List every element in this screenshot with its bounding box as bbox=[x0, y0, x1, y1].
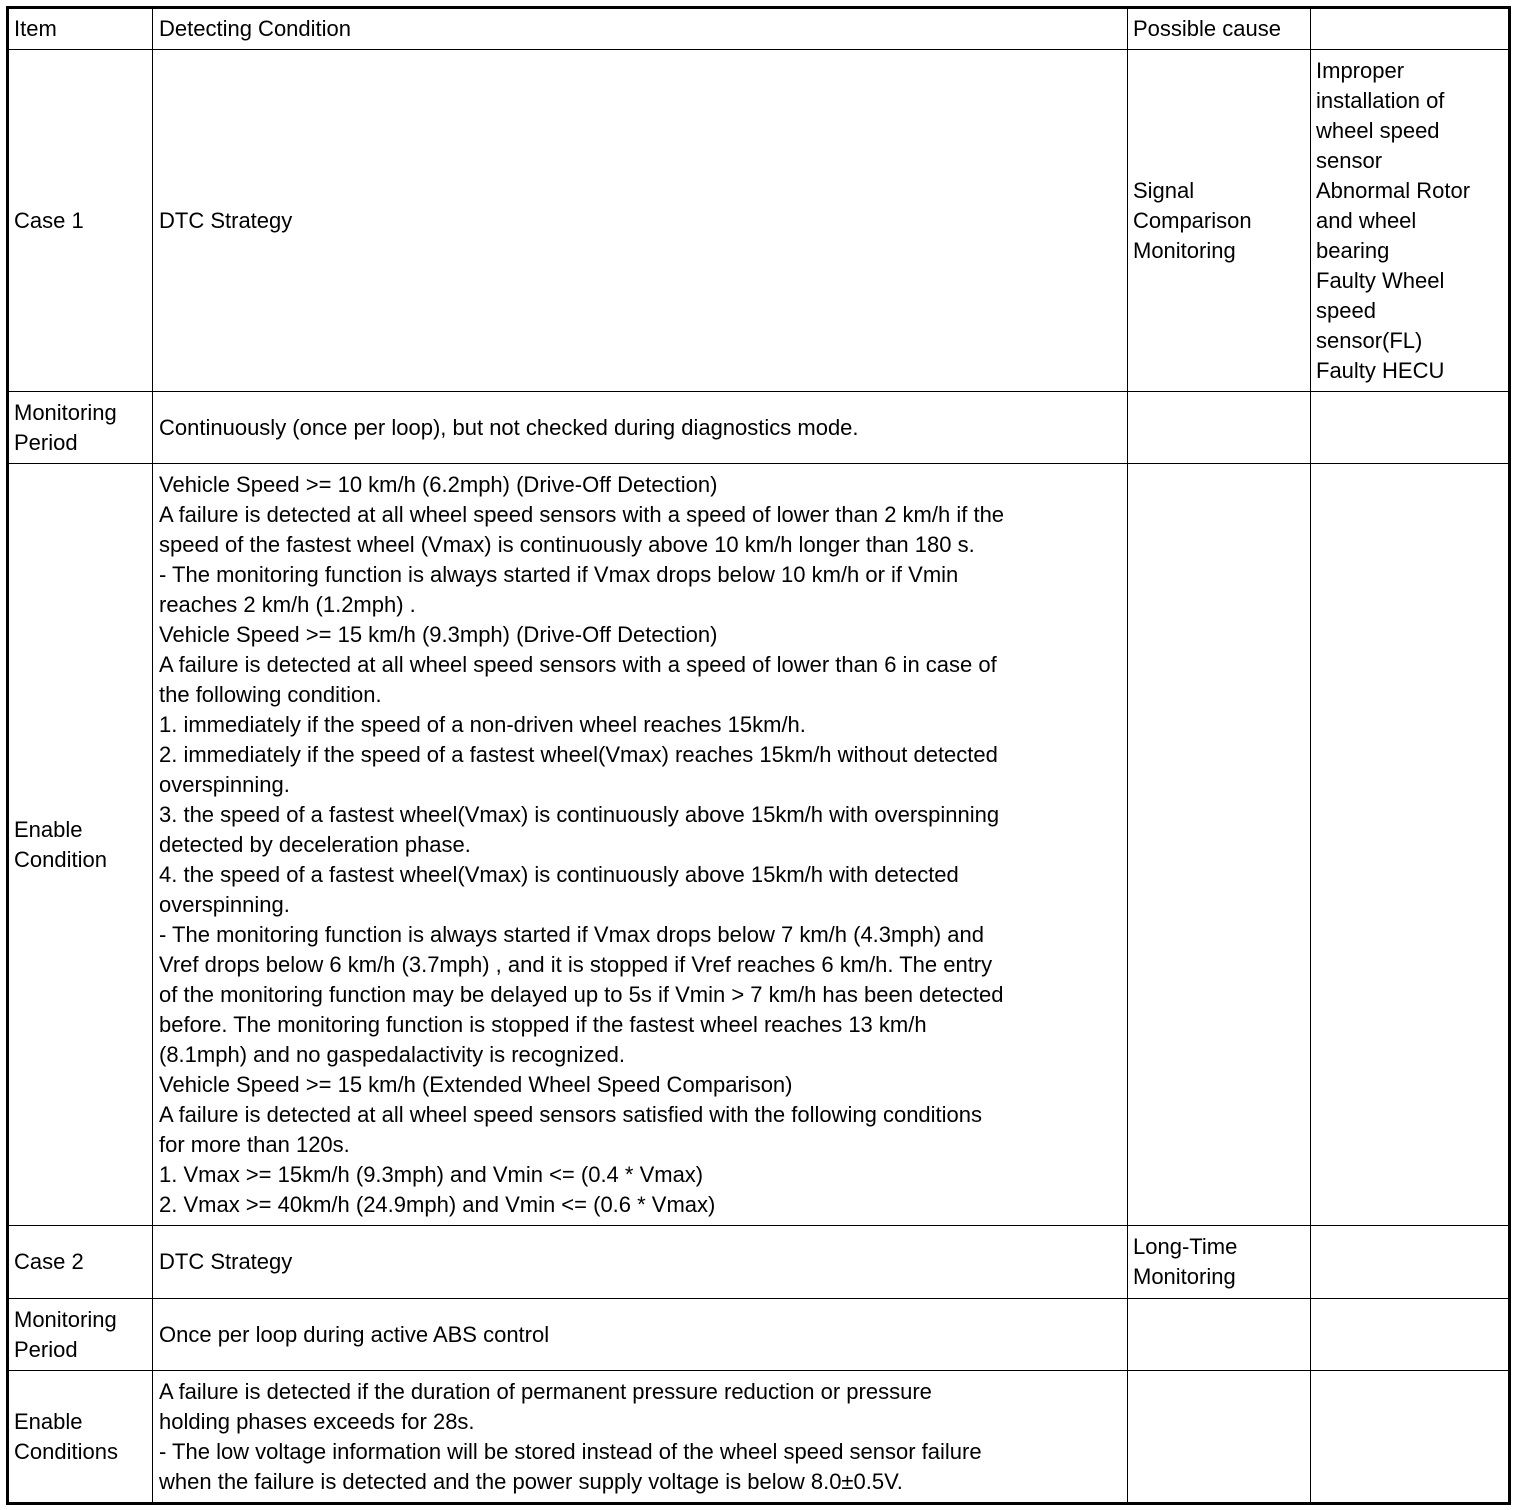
possible-cause-cell bbox=[1128, 50, 1311, 392]
cell-text-line: A failure is detected if the duration of permanent pressure reduction or pressure bbox=[159, 1378, 932, 1404]
cell-text-line: Continuously (once per loop), but not checked during diagnostics mode. bbox=[159, 414, 859, 440]
cell-text-line: Enable bbox=[14, 816, 83, 842]
header-fourth-column bbox=[1311, 8, 1510, 50]
cell-text-line: DTC Strategy bbox=[159, 207, 293, 233]
cell-text-line: Faulty Wheel bbox=[1316, 267, 1445, 293]
fourth-column-cell bbox=[1311, 1226, 1510, 1299]
cell-text-line: overspinning. bbox=[159, 771, 290, 797]
cell-text-line: wheel speed bbox=[1316, 117, 1440, 143]
possible-cause-cell bbox=[1128, 464, 1311, 1226]
cell-text-line: 2. immediately if the speed of a fastest wheel(Vmax) reaches 15km/h without detected bbox=[159, 741, 998, 767]
cell-text-line: Improper bbox=[1316, 57, 1405, 83]
cell-text-line: overspinning. bbox=[159, 891, 290, 917]
cell-text-line: holding phases exceeds for 28s. bbox=[159, 1408, 475, 1434]
cell-text-line: A failure is detected at all wheel speed sensors with a speed of lower than 6 in case of bbox=[159, 651, 997, 677]
cell-text-line: Vehicle Speed >= 15 km/h (Extended Wheel Speed Comparison) bbox=[159, 1071, 793, 1097]
cell-text-line: Signal bbox=[1133, 177, 1195, 203]
table-row bbox=[8, 1226, 1510, 1299]
cell-text-line: 3. the speed of a fastest wheel(Vmax) is continuously above 15km/h with overspinning bbox=[159, 801, 1000, 827]
item-cell bbox=[8, 1226, 153, 1299]
dtc-table bbox=[6, 6, 1511, 1505]
possible-cause-cell bbox=[1128, 1299, 1311, 1371]
cell-text-line: Long-Time bbox=[1133, 1234, 1238, 1259]
possible-cause-cell bbox=[1128, 1371, 1311, 1504]
fourth-column-cell bbox=[1311, 50, 1510, 392]
table-row bbox=[8, 464, 1510, 1226]
item-cell bbox=[8, 464, 153, 1226]
cell-text-line: sensor bbox=[1316, 147, 1383, 173]
table-row bbox=[8, 1371, 1510, 1504]
cell-text-line: (8.1mph) and no gaspedalactivity is recognized. bbox=[159, 1041, 625, 1067]
cell-text-line: 2. Vmax >= 40km/h (24.9mph) and Vmin <= (0.6 * Vmax) bbox=[159, 1191, 716, 1217]
header-item: Item bbox=[8, 8, 153, 50]
cell-text-line: Monitoring bbox=[14, 1306, 117, 1332]
header-detecting-condition: Detecting Condition bbox=[153, 8, 1128, 50]
item-cell bbox=[8, 50, 153, 392]
cell-text-line: Vref drops below 6 km/h (3.7mph) , and it is stopped if Vref reaches 6 km/h. The entry bbox=[159, 951, 993, 977]
cell-text-line: of the monitoring function may be delayed up to 5s if Vmin > 7 km/h has been detected bbox=[159, 981, 1004, 1007]
cell-text-line: Monitoring bbox=[1133, 237, 1236, 263]
item-cell bbox=[8, 1371, 153, 1504]
cell-text-line: Faulty HECU bbox=[1316, 357, 1445, 383]
cell-text-line: Condition bbox=[14, 846, 107, 872]
fourth-column-cell bbox=[1311, 1299, 1510, 1371]
condition-cell bbox=[153, 1371, 1128, 1504]
condition-cell bbox=[153, 392, 1128, 464]
header-row bbox=[8, 8, 1510, 50]
cell-text-line: bearing bbox=[1316, 237, 1390, 263]
cell-text-line: Comparison bbox=[1133, 207, 1252, 233]
condition-cell bbox=[153, 50, 1128, 392]
cell-text-line: Once per loop during active ABS control bbox=[159, 1321, 550, 1347]
condition-cell bbox=[153, 1299, 1128, 1371]
cell-text-line: Case 2 bbox=[14, 1249, 84, 1274]
possible-cause-cell bbox=[1128, 392, 1311, 464]
cell-text-line: and wheel bbox=[1316, 207, 1417, 233]
cell-text-line: the following condition. bbox=[159, 681, 382, 707]
cell-text-line: Period bbox=[14, 1336, 78, 1362]
cell-text-line: sensor(FL) bbox=[1316, 327, 1423, 353]
cell-text-line: before. The monitoring function is stopped if the fastest wheel reaches 13 km/h bbox=[159, 1011, 927, 1037]
fourth-column-cell bbox=[1311, 464, 1510, 1226]
cell-text-line: - The low voltage information will be stored instead of the wheel speed sensor failure bbox=[159, 1438, 982, 1464]
cell-text-line: 1. Vmax >= 15km/h (9.3mph) and Vmin <= (0.4 * Vmax) bbox=[159, 1161, 704, 1187]
condition-cell bbox=[153, 1226, 1128, 1299]
cell-text-line: 1. immediately if the speed of a non-driven wheel reaches 15km/h. bbox=[159, 711, 806, 737]
cell-text-line: Vehicle Speed >= 15 km/h (9.3mph) (Drive-Off Detection) bbox=[159, 621, 718, 647]
cell-text-line: Period bbox=[14, 429, 78, 455]
item-cell bbox=[8, 392, 153, 464]
cell-text-line: installation of bbox=[1316, 87, 1445, 113]
table-body bbox=[8, 8, 1510, 1504]
cell-text-line: - The monitoring function is always started if Vmax drops below 10 km/h or if Vmin bbox=[159, 561, 959, 587]
table-row bbox=[8, 1299, 1510, 1371]
cell-text-line: Abnormal Rotor bbox=[1316, 177, 1471, 203]
cell-text-line: reaches 2 km/h (1.2mph) . bbox=[159, 591, 416, 617]
cell-text-line: speed bbox=[1316, 297, 1376, 323]
table-row bbox=[8, 50, 1510, 392]
cell-text-line: when the failure is detected and the power supply voltage is below 8.0±0.5V. bbox=[159, 1468, 903, 1494]
cell-text-line: Vehicle Speed >= 10 km/h (6.2mph) (Drive-Off Detection) bbox=[159, 471, 718, 497]
cell-text-line: Conditions bbox=[14, 1438, 118, 1464]
cell-text-line: for more than 120s. bbox=[159, 1131, 350, 1157]
cell-text-line: speed of the fastest wheel (Vmax) is continuously above 10 km/h longer than 180 s. bbox=[159, 531, 975, 557]
item-cell bbox=[8, 1299, 153, 1371]
cell-text-line: Monitoring bbox=[1133, 1264, 1236, 1289]
fourth-column-cell bbox=[1311, 1371, 1510, 1504]
table-row bbox=[8, 392, 1510, 464]
cell-text-line: Enable bbox=[14, 1408, 83, 1434]
possible-cause-cell bbox=[1128, 1226, 1311, 1299]
cell-text-line: DTC Strategy bbox=[159, 1249, 293, 1274]
fourth-column-cell bbox=[1311, 392, 1510, 464]
cell-text-line: Monitoring bbox=[14, 399, 117, 425]
cell-text-line: A failure is detected at all wheel speed sensors with a speed of lower than 2 km/h if the bbox=[159, 501, 1005, 527]
cell-text-line: 4. the speed of a fastest wheel(Vmax) is continuously above 15km/h with detected bbox=[159, 861, 959, 887]
cell-text-line: detected by deceleration phase. bbox=[159, 831, 471, 857]
condition-cell bbox=[153, 464, 1128, 1226]
cell-text-line: - The monitoring function is always started if Vmax drops below 7 km/h (4.3mph) and bbox=[159, 921, 984, 947]
header-possible-cause: Possible cause bbox=[1128, 8, 1311, 50]
cell-text-line: A failure is detected at all wheel speed sensors satisfied with the following conditions bbox=[159, 1101, 983, 1127]
cell-text-line: Case 1 bbox=[14, 207, 84, 233]
